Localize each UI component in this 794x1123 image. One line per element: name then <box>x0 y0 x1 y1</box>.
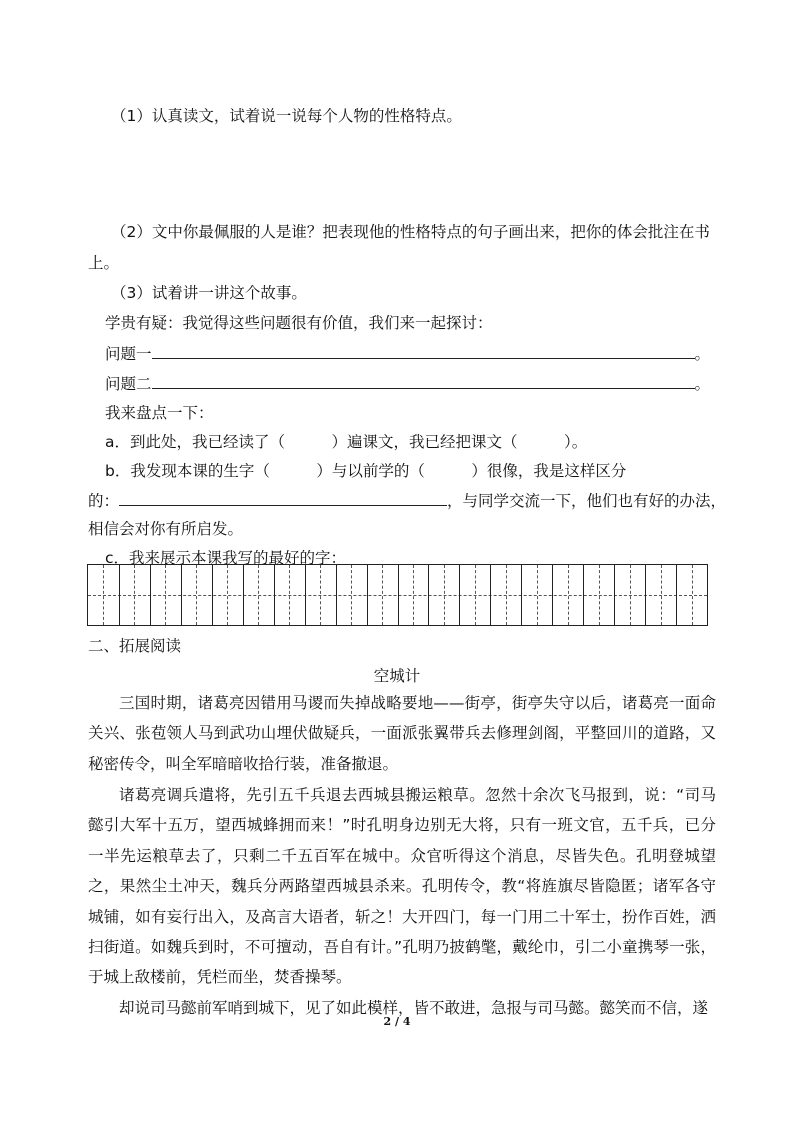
review-b-suffix: ，与同学交流一下，他们也有好的办法， <box>447 492 727 510</box>
grid-cell-center-line <box>475 565 476 625</box>
grid-cell-center-line <box>692 565 693 625</box>
grid-cell-border <box>428 565 429 625</box>
grid-cell-center-line <box>103 565 104 625</box>
question-1: （1）认真读文，试着说一说每个人物的性格特点。 <box>111 107 462 125</box>
question-2-line-1: （2）文中你最佩服的人是谁？把表现他的性格特点的句子画出来，把你的体会批注在书 <box>111 223 710 241</box>
grid-cell-border <box>274 565 275 625</box>
grid-cell-border <box>119 565 120 625</box>
grid-cell-border <box>459 565 460 625</box>
grid-cell-center-line <box>599 565 600 625</box>
grid-cell-center-line <box>506 565 507 625</box>
grid-cell-border <box>181 565 182 625</box>
story-line: 关兴、张苞领人马到武功山埋伏做疑兵，一面派张翼带兵去修理剑阁，平整回川的道路，又 <box>88 724 716 743</box>
problem-2 <box>105 373 710 394</box>
review-c: c．我来展示本课我写的最好的字： <box>105 549 347 567</box>
review-b-line-2 <box>88 490 726 511</box>
story-line: 三国时期，诸葛亮因错用马谡而失掉战略要地——街亭，街亭失守以后，诸葛亮一面命 <box>119 694 716 712</box>
problem-2-period: 。 <box>694 375 711 393</box>
story-paragraph-2 <box>88 780 716 993</box>
grid-cell-center-line <box>630 565 631 625</box>
problem-2-label: 问题二 <box>105 375 152 393</box>
problem-2-answer-blank[interactable] <box>152 373 695 389</box>
story-paragraph-1 <box>88 688 716 779</box>
grid-cell-border <box>367 565 368 625</box>
question-2-line-2: 上。 <box>88 254 120 272</box>
review-b-line-3: 相信会对你有所启发。 <box>88 520 244 538</box>
section-2-heading: 二、拓展阅读 <box>88 637 182 655</box>
story-line: 城铺，如有妄行出入，及高言大语者，斩之！大开四门，每一门用二十军士，扮作百姓，洒 <box>88 907 716 926</box>
problem-1 <box>105 343 710 364</box>
grid-cell-border <box>521 565 522 625</box>
handwriting-grid[interactable] <box>87 564 708 626</box>
grid-cell-border <box>212 565 213 625</box>
story-line: 一半先运粮草去了，只剩二千五百军在城中。众官听得这个消息，尽皆失色。孔明登城望 <box>88 846 716 865</box>
review-a: a．到此处，我已经读了（ ）遍课文，我已经把课文（ ）。 <box>105 433 588 451</box>
story-line: 诸葛亮调兵遣将，先引五千兵退去西城县搬运粮草。忽然十余次飞马报到，说：“司马 <box>119 786 716 804</box>
grid-cell-center-line <box>134 565 135 625</box>
problem-1-label: 问题一 <box>105 345 152 363</box>
grid-cell-center-line <box>568 565 569 625</box>
grid-cell-center-line <box>413 565 414 625</box>
grid-cell-border <box>645 565 646 625</box>
story-line: 之，果然尘土冲天，魏兵分两路望西城县杀来。孔明传令，教“将旌旗尽皆隐匿；诸军各守 <box>88 877 716 896</box>
grid-cell-center-line <box>196 565 197 625</box>
review-heading: 我来盘点一下： <box>105 404 214 422</box>
grid-cell-center-line <box>351 565 352 625</box>
story-title: 空城计 <box>373 667 421 685</box>
grid-cell-border <box>243 565 244 625</box>
grid-cell-border <box>305 565 306 625</box>
review-b-answer-blank[interactable] <box>119 490 447 506</box>
problem-1-answer-blank[interactable] <box>152 343 695 359</box>
grid-cell-border <box>552 565 553 625</box>
grid-cell-center-line <box>289 565 290 625</box>
story-line: 懿引大军十五万，望西城蜂拥而来！”时孔明身边别无大将，只有一班文官，五千兵，已分 <box>88 816 716 835</box>
grid-cell-border <box>614 565 615 625</box>
grid-cell-center-line <box>320 565 321 625</box>
grid-cell-center-line <box>165 565 166 625</box>
page-number: 2 / 4 <box>383 1015 411 1028</box>
grid-cell-border <box>398 565 399 625</box>
review-b-prefix: 的： <box>88 492 120 510</box>
grid-cell-center-line <box>537 565 538 625</box>
grid-cell-border <box>490 565 491 625</box>
grid-cell-border <box>676 565 677 625</box>
problem-1-period: 。 <box>694 345 711 363</box>
grid-cell-center-line <box>661 565 662 625</box>
grid-cell-border <box>150 565 151 625</box>
grid-cell-border <box>583 565 584 625</box>
question-3: （3）试着讲一讲这个故事。 <box>111 284 307 302</box>
story-line: 秘密传令，叫全军暗暗收拾行装，准备撤退。 <box>88 754 399 773</box>
grid-cell-center-line <box>382 565 383 625</box>
grid-cell-border <box>336 565 337 625</box>
review-b-line-1: b．我发现本课的生字（ ）与以前学的（ ）很像，我是这样区分 <box>105 462 627 480</box>
grid-cell-center-line <box>227 565 228 625</box>
story-line: 却说司马懿前军哨到城下，见了如此模样，皆不敢进，急报与司马懿。懿笑而不信，遂 <box>119 999 709 1017</box>
inquiry-intro: 学贵有疑：我觉得这些问题很有价值，我们来一起探讨： <box>105 314 493 332</box>
story-line: 扫街道。如魏兵到时，不可擅动，吾自有计。”孔明乃披鹤氅，戴纶巾，引二小童携琴一张， <box>88 938 716 957</box>
grid-cell-center-line <box>258 565 259 625</box>
grid-cell-center-line <box>444 565 445 625</box>
story-line: 于城上敌楼前，凭栏而坐，焚香操琴。 <box>88 968 352 987</box>
